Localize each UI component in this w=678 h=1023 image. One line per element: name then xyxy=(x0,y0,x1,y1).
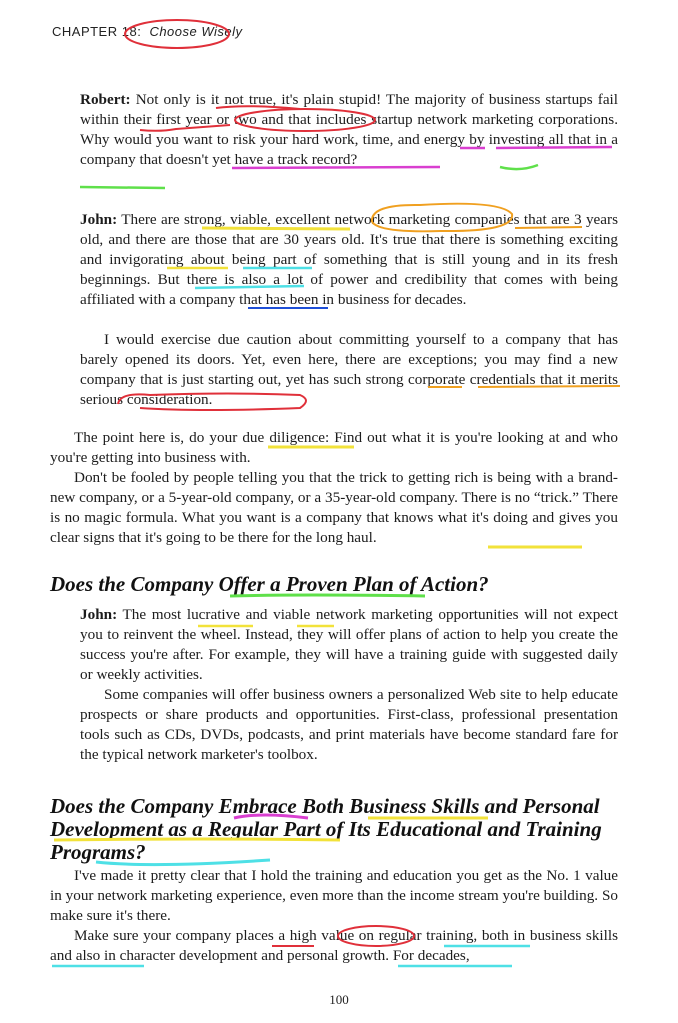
paragraph-regular-training: Make sure your company places a high value on regular training, both in business skills and also in character development and personal growth. For decades, xyxy=(50,927,618,964)
speaker-john: John: xyxy=(80,211,118,228)
speaker-john: John: xyxy=(80,606,118,623)
section-heading-business-skills: Does the Company Embrace Both Business Skills and Personal Development as a Regular Part of Its Educational and Training Programs? xyxy=(50,794,602,864)
chapter-title: Choose Wisely xyxy=(149,24,243,39)
section-heading-proven-plan: Does the Company Offer a Proven Plan of Action? xyxy=(50,572,489,596)
paragraph-training-value: I've made it pretty clear that I hold the training and education you get as the No. 1 value in your network marketing experience, even more than the income stream you're building. So make sure it's there. xyxy=(50,867,618,924)
green-underline-mark xyxy=(80,187,165,188)
speaker-robert: Robert: xyxy=(80,91,131,108)
paragraph-not-fooled: Don't be fooled by people telling you that the trick to getting rich is being with a brand-new company, or a 5-year-old company, or a 35-year-old company. There is no “trick.” There is no magic formula. What you want is a company that knows what it's doing and gives you clear signs that it's going to be there for the long haul. xyxy=(50,469,618,546)
paragraph-text: The most lucrative and viable network marketing opportunities will not expect you to reinvent the wheel. Instead, they will offer plans of action to help you create the success you're after. For example, they will have a training guide with suggested daily or weekly activities. xyxy=(80,606,619,683)
paragraph-text: There are strong, viable, excellent network marketing companies that are 3 years old, and there are those that are 30 years old. It's true that there is something exciting and invigorating about being part of something that is still young and in its fresh beginnings. But there is also a lot of power and credibility that comes with being affiliated with a company that has been in business for decades. xyxy=(80,211,619,308)
paragraph-due-diligence: The point here is, do your due diligence: Find out what it is you're looking at and who you're getting into business with. xyxy=(50,429,618,466)
chapter-label: CHAPTER 18: xyxy=(52,24,142,39)
paragraph-web-tools: Some companies will offer business owners a personalized Web site to help educate prospects or share products and opportunities. First-class, professional presentation tools such as CDs, DVDs, podcasts, and print materials have become standard fare for the typical network marketer's toolbox. xyxy=(80,686,618,763)
paragraph-text: Not only is it not true, it's plain stupid! The majority of business startups fail within their first year or two and that includes startup network marketing corporations. Why would you want to risk your hard work, time, and energy by investing all that in a company that doesn't yet have a track record? xyxy=(80,91,618,168)
paragraph-john-3 xyxy=(80,605,618,685)
paragraph-robert xyxy=(80,90,618,170)
paragraph-john-1 xyxy=(80,210,618,310)
chapter-header xyxy=(52,24,243,39)
paragraph-caution: I would exercise due caution about committing yourself to a company that has barely opened its doors. Yet, even here, there are exceptions; you may find a new company that is just starting out, yet has such strong corporate credentials that it merits serious consideration. xyxy=(80,331,618,408)
page-number: 100 xyxy=(329,992,349,1007)
